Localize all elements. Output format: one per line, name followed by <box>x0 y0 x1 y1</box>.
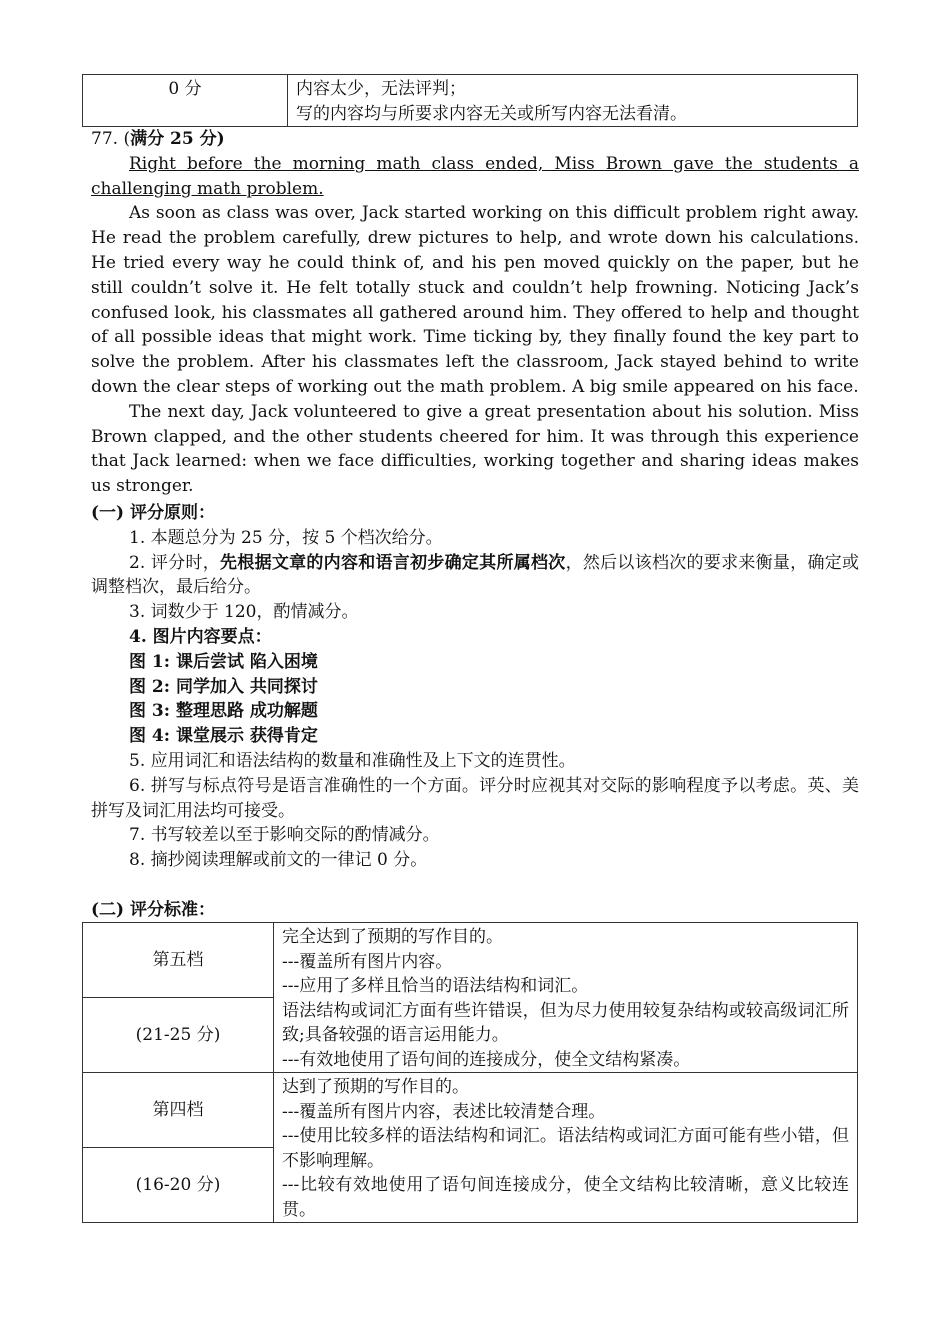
principle-item-5: 5. 应用词汇和语法结构的数量和准确性及上下文的连贯性。 <box>129 750 576 771</box>
criterion-line: 达到了预期的写作目的。 <box>282 1077 469 1097</box>
description-cell <box>288 75 858 127</box>
principle-item-4: 4. 图片内容要点： <box>129 626 272 647</box>
table-row <box>83 75 858 127</box>
picture-point-1: 图 1: 课后尝试 陷入困境 <box>129 651 318 672</box>
question-77 <box>91 127 859 499</box>
principle-item-6: 6. 拼写与标点符号是语言准确性的一个方面。评分时应视其对交际的影响程度予以考虑。英、美拼写及词汇用法均可接受。 <box>91 775 859 821</box>
level-cell: 第四档 <box>83 1073 274 1148</box>
principle-item-7: 7. 书写较差以至于影响交际的酌情减分。 <box>129 825 440 846</box>
criterion-line: ---比较有效地使用了语句间连接成分，使全文结构比较清晰，意义比较连贯。 <box>282 1175 849 1220</box>
description-line: 写的内容均与所要求内容无关或所写内容无法看清。 <box>296 103 687 124</box>
story-paragraph-2: As soon as class was over, Jack started working on this difficult problem right away. He read the problem carefully, drew pictures to help, and wrote down his calculations. He tried every way he could think of, and his pen moved quickly on the paper, but he still couldn’t solve it. He felt totally stuck and couldn’t help frowning. Noticing Jack’s confused look, his classmates all gathered around him. They offered to help and thought of all possible ideas that might work. Time ticking by, they finally found the key part to solve the problem. After his classmates left the classroom, Jack stayed behind to write down the clear steps of working out the math problem. A big smile appeared on his face. <box>91 203 859 397</box>
criterion-line: ---覆盖所有图片内容。 <box>282 951 453 972</box>
score-cell: 0 分 <box>83 75 288 127</box>
item2-post: ，然后以该档次的要求来衡量，确定或调整档次，最后给分。 <box>91 552 860 598</box>
picture-point-2: 图 2: 同学加入 共同探讨 <box>129 676 318 697</box>
criterion-line: ---应用了多样且恰当的语法结构和词汇。 <box>282 976 589 996</box>
picture-point-4: 图 4: 课堂展示 获得肯定 <box>129 726 318 747</box>
item2-pre: 2. 评分时， <box>129 552 221 573</box>
range-cell: (16-20 分) <box>83 1148 274 1223</box>
scoring-standards-table <box>82 922 858 1223</box>
criterion-line: ---覆盖所有图片内容，表述比较清楚合理。 <box>282 1101 606 1122</box>
table-row <box>83 1073 858 1148</box>
score-table-top <box>82 74 858 127</box>
story-paragraph-3: The next day, Jack volunteered to give a great presentation about his solution. Miss Brown clapped, and the other students cheered for him. It was through this experience that Jack learned: when we face difficulties, working together and sharing ideas makes us stronger. <box>91 401 859 497</box>
picture-point-3: 图 3: 整理思路 成功解题 <box>129 701 318 722</box>
criterion-line: 完全达到了预期的写作目的。 <box>282 927 503 947</box>
item2-bold: 先根据文章的内容和语言初步确定其所属档次 <box>220 552 566 573</box>
level-cell: 第五档 <box>83 923 274 998</box>
question-points: 满分 25 分) <box>130 129 225 149</box>
principle-item-8: 8. 摘抄阅读理解或前文的一律记 0 分。 <box>129 850 428 871</box>
range-cell: (21-25 分) <box>83 998 274 1073</box>
level-description <box>274 1073 858 1223</box>
scoring-principles <box>91 501 859 873</box>
principles-heading: (一) 评分原则： <box>91 503 216 523</box>
standards-heading-block <box>91 898 859 923</box>
standards-heading: (二) 评分标准： <box>91 900 216 920</box>
opening-sentence <box>91 152 859 202</box>
table-row <box>83 923 858 998</box>
question-number: 77. ( <box>91 129 131 149</box>
question-heading <box>91 127 859 152</box>
criterion-line: ---有效地使用了语句间的连接成分，使全文结构紧凑。 <box>282 1049 691 1070</box>
level-description <box>274 923 858 1073</box>
principle-item-2 <box>91 551 859 601</box>
underlined-sentence: Right before the morning math class ended, Miss Brown gave the students a challenging math problem. <box>91 153 859 199</box>
criterion-line: 语法结构或词汇方面有些许错误，但为尽力使用较复杂结构或较高级词汇所致;具备较强的语言运用能力。 <box>282 1000 849 1045</box>
description-line: 内容太少，无法评判； <box>296 79 466 99</box>
principle-item-1: 1. 本题总分为 25 分，按 5 个档次给分。 <box>129 527 443 548</box>
criterion-line: ---使用比较多样的语法结构和词汇。语法结构或词汇方面可能有些小错，但不影响理解。 <box>282 1126 849 1171</box>
principle-item-3: 3. 词数少于 120，酌情减分。 <box>129 602 359 623</box>
